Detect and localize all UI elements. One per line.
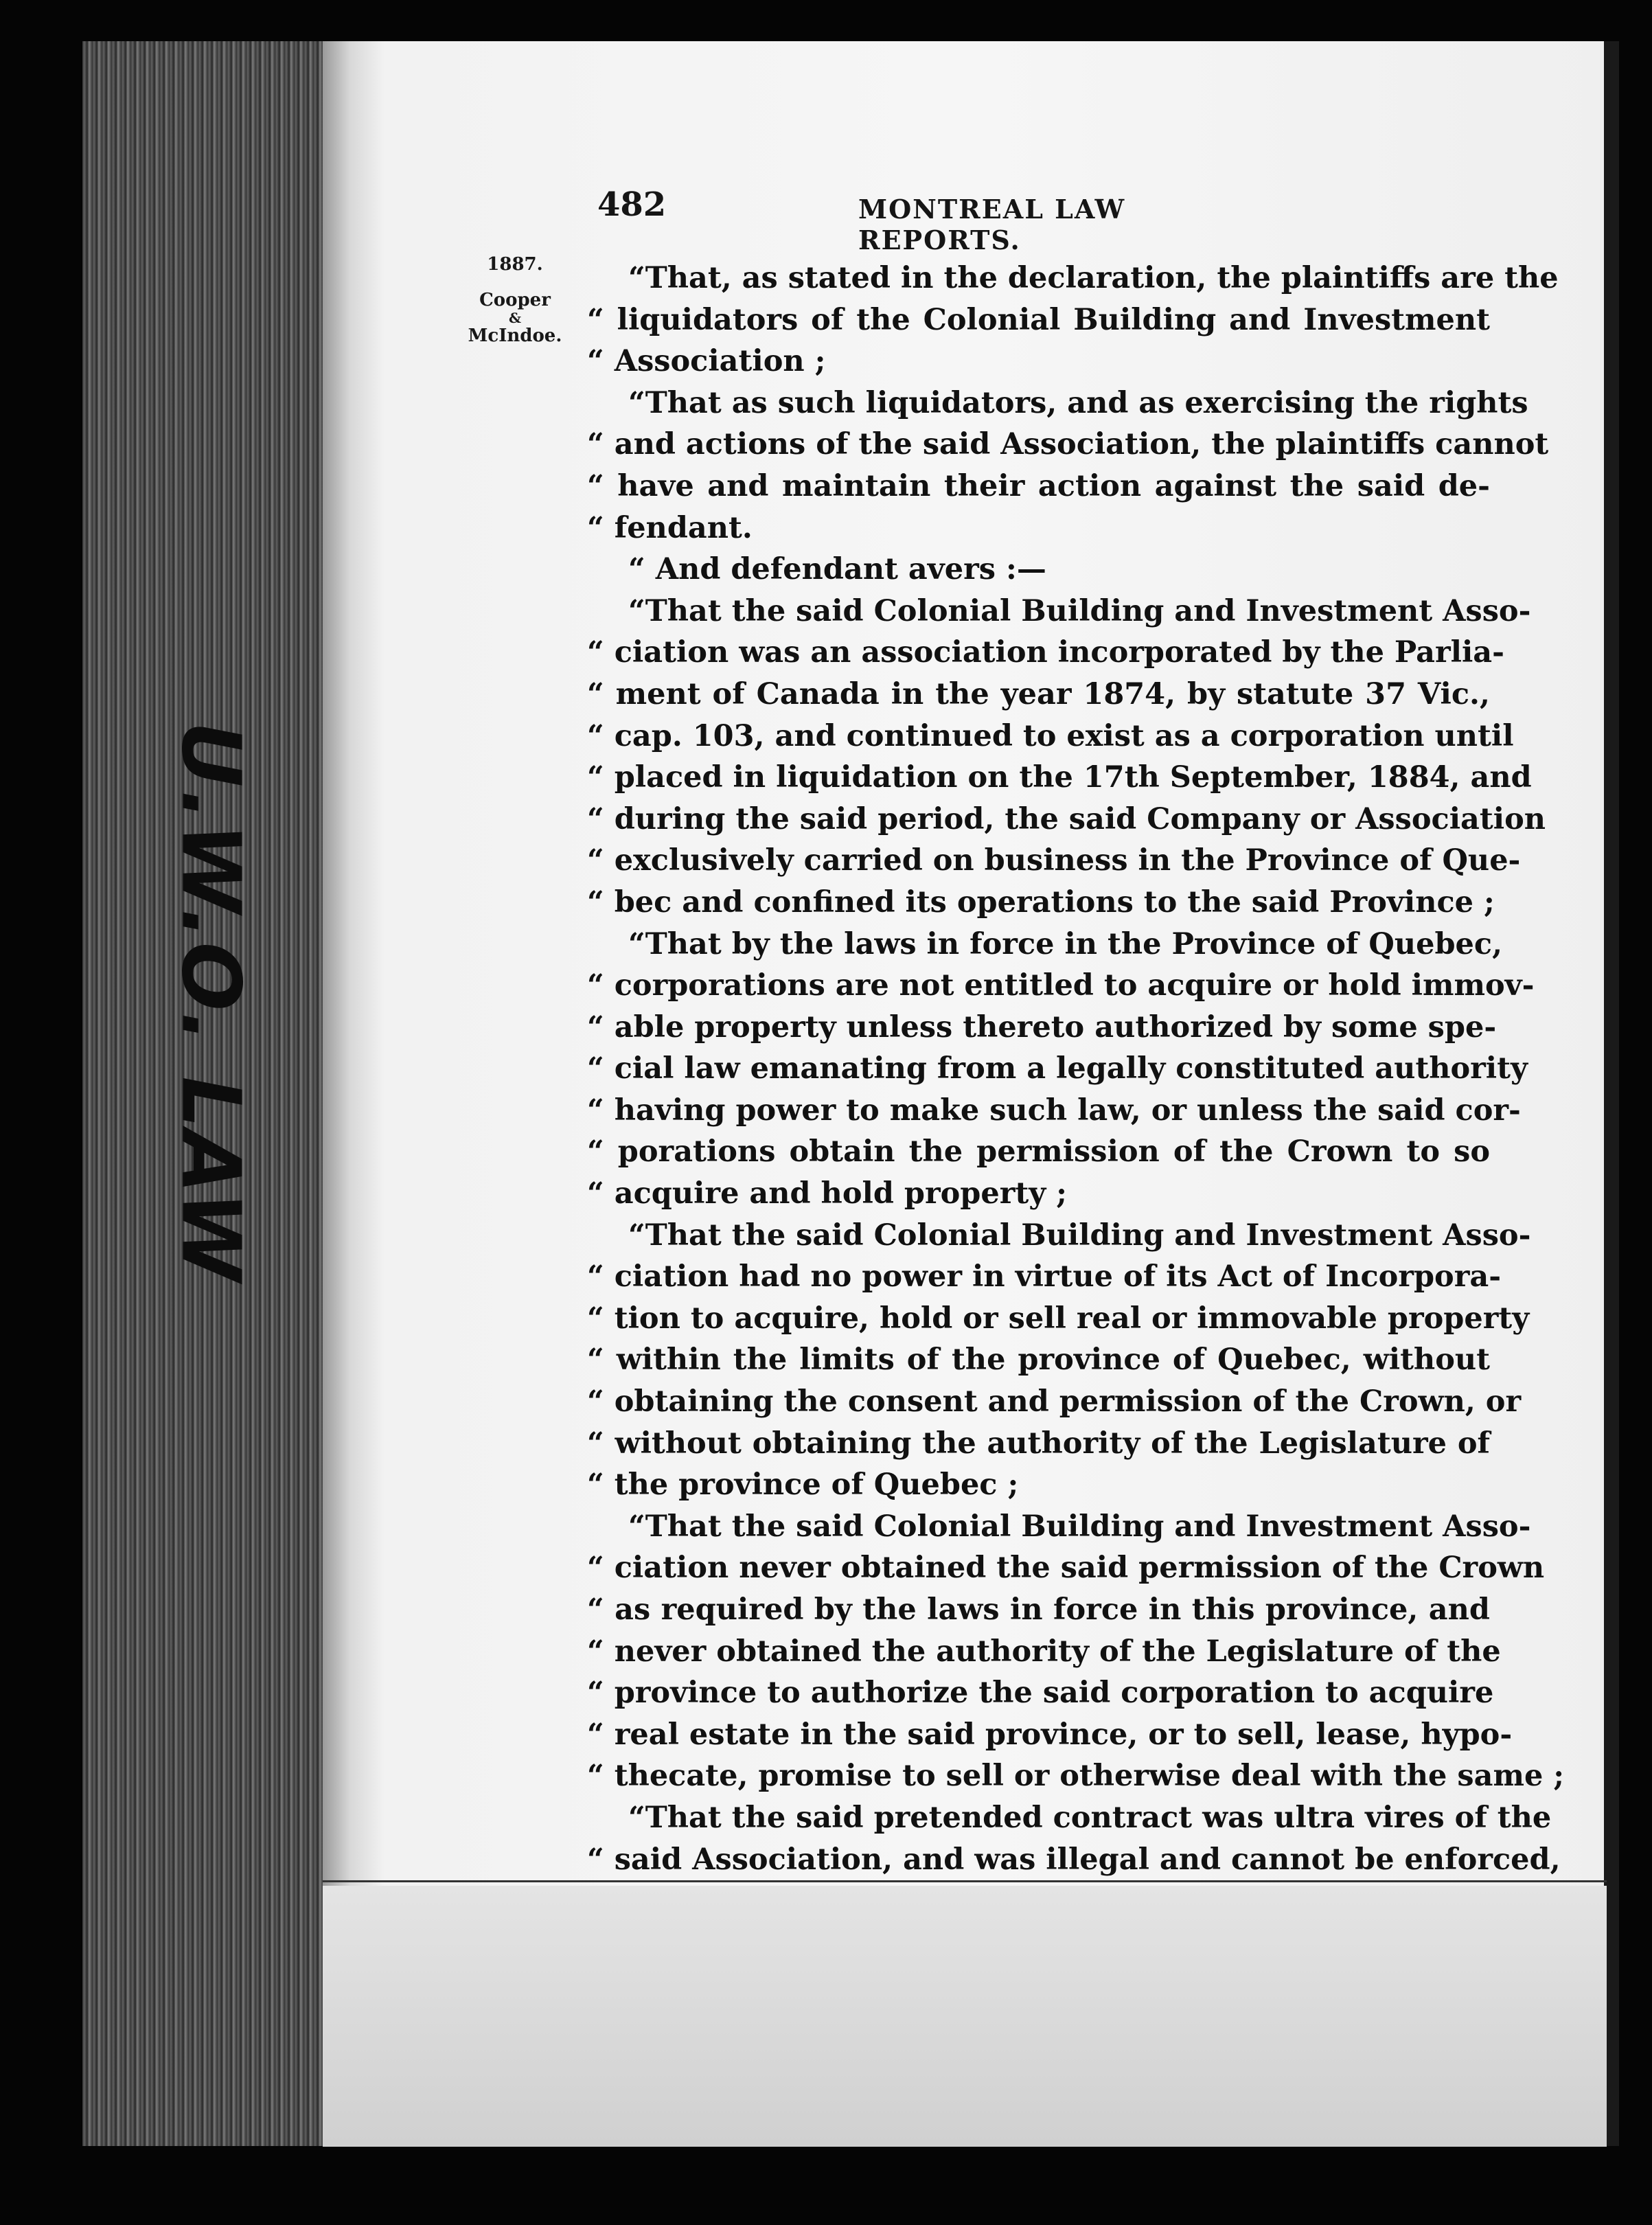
text-line: “ cap. 103, and continued to exist as a corporation until [587, 718, 1514, 753]
text-line: “ liquidators of the Colonial Building and Investment [587, 302, 1490, 337]
margin-year: 1887. [487, 254, 543, 275]
page-edge [1604, 41, 1619, 2146]
text-line: “ bec and confined its operations to the said Province ; [587, 885, 1495, 920]
margin-party-2: McIndoe. [468, 326, 562, 346]
text-line: “ thecate, promise to sell or otherwise deal with the same ; [587, 1759, 1565, 1794]
text-line: “ exclusively carried on business in the Province of Que- [587, 843, 1521, 878]
text-line: “ have and maintain their action against the said de- [587, 468, 1490, 503]
text-line: “ porations obtain the permission of the Crown to so [587, 1134, 1490, 1169]
text-line: “ acquire and hold property ; [587, 1176, 1068, 1211]
text-line: “ cial law emanating from a legally constituted authority [587, 1051, 1528, 1086]
margin-note [453, 253, 577, 347]
text-line: “ tion to acquire, hold or sell real or immovable property [587, 1301, 1530, 1336]
text-line: “ obtaining the consent and permission of the Crown, or [587, 1384, 1522, 1419]
margin-ampersand: & [508, 310, 522, 326]
text-line: “ ment of Canada in the year 1874, by statute 37 Vic., [587, 676, 1490, 711]
running-title: MONTREAL LAW REPORTS. [858, 194, 1126, 255]
text-line: “ corporations are not entitled to acquire or hold immov- [587, 968, 1535, 1003]
text-line: “ having power to make such law, or unless the said cor- [587, 1093, 1521, 1128]
text-line: “ as required by the laws in force in this province, and [587, 1593, 1490, 1627]
lower-page-margin [323, 1886, 1607, 2147]
text-line: “ during the said period, the said Company or Association [587, 801, 1546, 836]
margin-party-1: Cooper [479, 290, 551, 310]
text-line: “ fendant. [587, 510, 753, 545]
text-line: “ without obtaining the authority of the Legislature of [587, 1426, 1490, 1461]
text-line: “ And defendant avers :— [628, 552, 1046, 587]
text-line: “ the province of Quebec ; [587, 1468, 1019, 1503]
page-header [597, 185, 1284, 255]
text-line: “ placed in liquidation on the 17th September, 1884, and [587, 760, 1532, 795]
text-line: “That the said Colonial Building and Investment Asso- [628, 1509, 1531, 1544]
text-line: “That the said Colonial Building and Investment Asso- [628, 593, 1531, 628]
text-line: “ and actions of the said Association, the plaintiffs cannot [587, 427, 1549, 462]
text-line: “ real estate in the said province, or to sell, lease, hypo- [587, 1717, 1513, 1752]
text-line: “ ciation had no power in virtue of its Act of Incorpora- [587, 1259, 1502, 1294]
text-line: “ Association ; [587, 344, 826, 379]
text-line: “That by the laws in force in the Province of Quebec, [628, 926, 1503, 961]
body-text [587, 258, 1565, 1880]
text-line: “That, as stated in the declaration, the plaintiffs are the [628, 261, 1559, 295]
text-line: “ ciation never obtained the said permission of the Crown [587, 1551, 1545, 1586]
library-stamp-text: U.W.O. LAW [164, 721, 259, 1284]
text-line: “That the said pretended contract was ultra vires of the [628, 1800, 1552, 1835]
text-line: “ able property unless thereto authorized by some spe- [587, 1009, 1497, 1045]
text-line: “ never obtained the authority of the Legislature of the [587, 1634, 1501, 1669]
text-line: “That the said Colonial Building and Investment Asso- [628, 1218, 1531, 1253]
text-line: “ said Association, and was illegal and cannot be enforced, [587, 1842, 1561, 1877]
text-line: “ within the limits of the province of Quebec, without [587, 1343, 1490, 1378]
page-number: 482 [597, 185, 667, 224]
library-stamp [163, 721, 260, 1284]
text-line: “ province to authorize the said corporation to acquire [587, 1676, 1494, 1711]
text-line: “That as such liquidators, and as exercising the rights [628, 385, 1528, 420]
text-line: “ ciation was an association incorporated by the Parlia- [587, 635, 1504, 670]
